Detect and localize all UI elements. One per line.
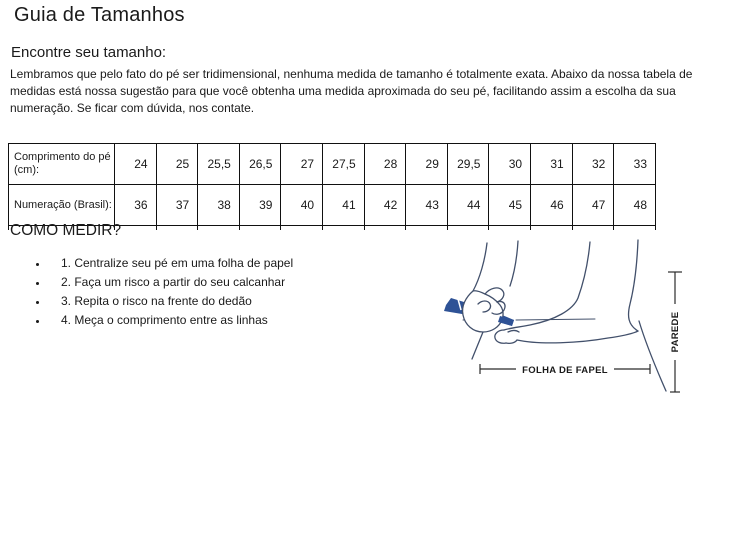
table-row-foot-length: [9, 144, 656, 185]
table-cell: 48: [614, 185, 656, 226]
table-cell: 25: [156, 144, 198, 185]
row-label-foot-length: Comprimento do pé (cm):: [9, 144, 115, 185]
table-cell: 29: [406, 144, 448, 185]
table-cell: 33: [614, 144, 656, 185]
measuring-step: • 1. Centralize seu pé em uma folha de papel: [48, 256, 293, 270]
page-title: Guia de Tamanhos: [14, 4, 185, 26]
toe-line: [516, 319, 595, 320]
measuring-step: • 2. Faça um risco a partir do seu calcanhar: [48, 275, 293, 289]
wall-label: PAREDE: [670, 311, 681, 353]
hand-outline: [463, 291, 503, 332]
measuring-step: • 3. Repita o risco na frente do dedão: [48, 294, 293, 308]
wall-line: [639, 321, 666, 391]
arm-outline: [510, 241, 518, 286]
how-to-measure-heading: COMO MEDIR?: [10, 222, 122, 239]
table-cell: 40: [281, 185, 323, 226]
table-cell: 27,5: [323, 144, 365, 185]
arm-outline: [473, 243, 487, 291]
leg-back-heel: [629, 240, 638, 331]
table-cell: 37: [156, 185, 198, 226]
measuring-step: • 4. Meça o comprimento entre as linhas: [48, 313, 293, 327]
table-cell: 27: [281, 144, 323, 185]
table-cell: 24: [115, 144, 157, 185]
table-cell: 41: [323, 185, 365, 226]
find-size-heading: Encontre seu tamanho:: [11, 44, 167, 61]
intro-paragraph: Lembramos que pelo fato do pé ser tridimensional, nenhuma medida de tamanho é totalmente exata. Abaixo da nossa tabela de medidas está nossa sugestão para que você obtenha uma medida aproximada do seu pé, facilitando assim a escolha da sua numeração. Se ficar com dúvida, nos contate.: [10, 67, 693, 115]
table-cell: 44: [447, 185, 489, 226]
table-cell: 26,5: [239, 144, 281, 185]
table-cell: 25,5: [198, 144, 240, 185]
table-cell: 36: [115, 185, 157, 226]
foot-measuring-illustration: [430, 226, 730, 406]
table-cell: 43: [406, 185, 448, 226]
table-cell: 47: [572, 185, 614, 226]
paper-edge: [472, 332, 483, 359]
measuring-steps-list: [30, 256, 293, 332]
row-label-brazil-size: Numeração (Brasil):: [9, 185, 115, 226]
table-cell: 30: [489, 144, 531, 185]
table-cell: 42: [364, 185, 406, 226]
table-cell: 29,5: [447, 144, 489, 185]
table-cell: 32: [572, 144, 614, 185]
foot-toes: [495, 330, 506, 343]
paper-label: FOLHA DE FAPEL: [522, 365, 608, 376]
table-row-brazil-size: [9, 185, 656, 226]
foot-toes: [508, 331, 519, 333]
foot-sole: [517, 331, 638, 343]
foot-toes: [506, 340, 517, 343]
table-cell: 46: [531, 185, 573, 226]
table-cell: 38: [198, 185, 240, 226]
table-cell: 45: [489, 185, 531, 226]
table-cell: 28: [364, 144, 406, 185]
table-cell: 39: [239, 185, 281, 226]
table-cell: 31: [531, 144, 573, 185]
size-table: [8, 143, 656, 230]
